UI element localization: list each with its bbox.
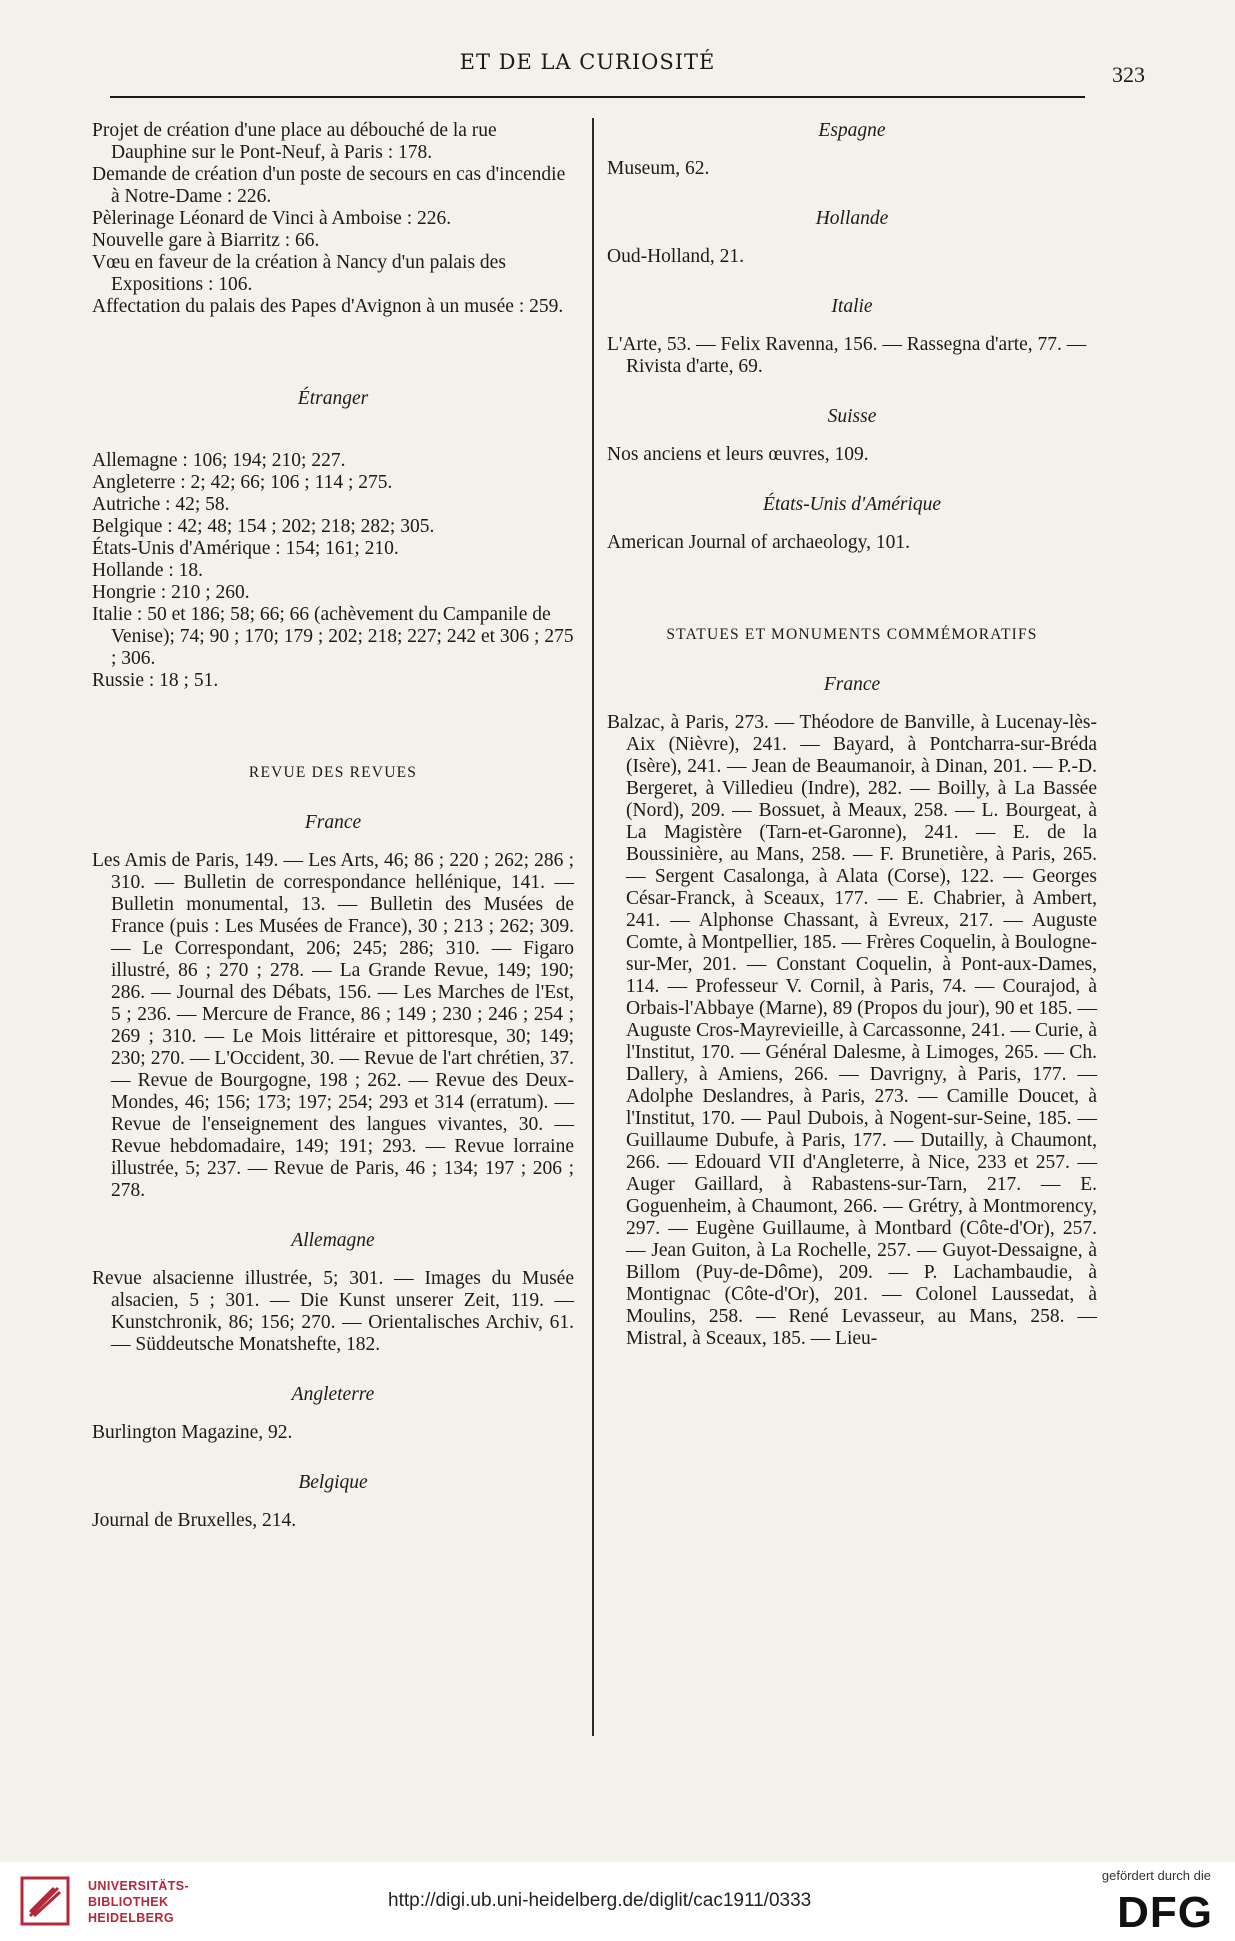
subheading-angleterre: Angleterre [291, 1384, 375, 1405]
index-entry: États-Unis d'Amérique : 154; 161; 210. [92, 538, 399, 559]
subheading-etats-unis: États-Unis d'Amérique [762, 494, 942, 515]
index-entry: Projet de création d'une place au débouché de la rue Dauphine sur le Pont-Neuf, à Paris : 178. [92, 120, 497, 163]
viewer-footer [0, 1862, 1235, 1941]
index-entry: Allemagne : 106; 194; 210; 227. [92, 450, 346, 471]
index-entry: Hollande : 18. [92, 560, 204, 581]
subheading-italie: Italie [831, 296, 873, 317]
section-heading-etranger: Étranger [297, 388, 369, 409]
revue-angleterre-text: Burlington Magazine, 92. [92, 1422, 293, 1443]
dfg-logo: DFG [1117, 1888, 1213, 1937]
permalink-url[interactable]: http://digi.ub.uni-heidelberg.de/diglit/cac1911/0333 [388, 1890, 812, 1911]
index-entry: Italie : 50 et 186; 58; 66; 66 (achèvement du Campanile de Venise); 74; 90 ; 170; 179 ; 202; 218; 227; 242 et 306 ; 275 ; 306. [92, 604, 574, 669]
index-entry: Demande de création d'un poste de secours en cas d'incendie à Notre-Dame : 226. [92, 164, 566, 207]
subheading-belgique: Belgique [298, 1472, 368, 1493]
subheading-france: France [304, 812, 362, 833]
index-entry: Vœu en faveur de la création à Nancy d'un palais des Expositions : 106. [92, 252, 506, 295]
university-library-logo-icon [20, 1876, 70, 1926]
right-column [607, 120, 1097, 1350]
revue-italie-text: L'Arte, 53. — Felix Ravenna, 156. — Rassegna d'arte, 77. — Rivista d'arte, 69. [607, 334, 1087, 377]
subheading-suisse: Suisse [827, 406, 877, 427]
running-title: ET DE LA CURIOSITÉ [459, 50, 716, 74]
subheading-allemagne: Allemagne [291, 1230, 375, 1251]
statues-france-text: Balzac, à Paris, 273. — Théodore de Banville, à Lucenay-lès-Aix (Nièvre), 241. — Bayard, à Pontcharra-sur-Bréda (Isère), 241. — Jean de Beaumanoir, à Dinan, 201. — P.-D. Bergeret, à Villedieu (Indre), 282. — Boilly, à La Bassée (Nord), 209. — Bossuet, à Meaux, 258. — L. Bourgeat, à La Magistère (Tarn-et-Garonne), 241. — E. de la Boussinière, au Mans, 258. — F. Brunetière, à Paris, 265. — Sergent Casalonga, à Alata (Corse), 122. — Georges César-Franck, à Sceaux, 177. — E. Chabrier, à Ambert, 241. — Alphonse Chassant, à Evreux, 217. — Auguste Comte, à Montpellier, 185. — Frères Coquelin, à Boulogne-sur-Mer, 201. — Constant Coquelin, à Pont-aux-Dames, 114. — Professeur V. Cornil, à Paris, 74. — Courajod, à Orbais-l'Abbaye (Marne), 89 (Propos du jour), 90 et 185. — Auguste Cros-Mayrevieille, à Carcassonne, 241. — Curie, à l'Institut, 170. — Général Dalesme, à Limoges, 265. — Ch. Dallery, à Amiens, 266. — Davrigny, à Paris, 177. — Adolphe Deslandres, à Paris, 273. — Camille Doucet, à l'Institut, 170. — Paul Dubois, à Nogent-sur-Seine, 185. — Guillaume Dubufe, à Paris, 177. — Dutailly, à Chaumont, 266. — Edouard VII d'Angleterre, à Nice, 233 et 257. — Auger Gaillard, à Rabastens-sur-Tarn, 217. — E. Goguenheim, à Chaumont, 266. — Grétry, à Montmorency, 297. — Eugène Guillaume, à Montbard (Côte-d'Or), 257. — Jean Guiton, à La Rochelle, 257. — Guyot-Dessaigne, à Billom (Puy-de-Dôme), 209. — P. Lachambaudie, à Montignac (Côte-d'Or), 201. — Colonel Laussedat, à Moulins, 258. — René Levasseur, au Mans, 258. — Mistral, à Sceaux, 185. — Lieu- [607, 712, 1097, 1349]
revue-hollande-text: Oud-Holland, 21. [607, 246, 745, 267]
institution-line: UNIVERSITÄTS- [88, 1879, 190, 1893]
index-entry: Pèlerinage Léonard de Vinci à Amboise : 226. [92, 208, 452, 229]
institution-line: HEIDELBERG [88, 1911, 174, 1925]
index-entry: Angleterre : 2; 42; 66; 106 ; 114 ; 275. [92, 472, 393, 493]
running-header [90, 50, 1145, 90]
section-heading-statues: STATUES ET MONUMENTS COMMÉMORATIFS [666, 626, 1038, 643]
funded-by-label: gefördert durch die [1101, 1868, 1211, 1883]
column-divider [592, 118, 594, 1736]
section-heading-revue-des-revues: REVUE DES REVUES [248, 764, 418, 781]
left-column [92, 120, 574, 1532]
institution-name [88, 1878, 189, 1926]
index-entry: Hongrie : 210 ; 260. [92, 582, 250, 603]
revue-espagne-text: Museum, 62. [607, 158, 710, 179]
etranger-entries [92, 450, 574, 692]
page-number: 323 [1112, 62, 1145, 87]
institution-line: BIBLIOTHEK [88, 1895, 169, 1909]
index-entry: Affectation du palais des Papes d'Avignon à un musée : 259. [92, 296, 564, 317]
revue-allemagne-text: Revue alsacienne illustrée, 5; 301. — Images du Musée alsacien, 5 ; 301. — Die Kunst unserer Zeit, 119. — Kunstchronik, 86; 156; 270. — Orientalisches Archiv, 61. — Süddeutsche Monatshefte, 182. [92, 1268, 574, 1355]
subheading-espagne: Espagne [818, 120, 886, 141]
index-entry: Nouvelle gare à Biarritz : 66. [92, 230, 320, 251]
subheading-france-statues: France [823, 674, 881, 695]
revue-belgique-text: Journal de Bruxelles, 214. [92, 1510, 297, 1531]
subheading-hollande: Hollande [815, 208, 889, 229]
index-entry: Belgique : 42; 48; 154 ; 202; 218; 282; 305. [92, 516, 435, 537]
revue-france-text: Les Amis de Paris, 149. — Les Arts, 46; 86 ; 220 ; 262; 286 ; 310. — Bulletin de correspondance hellénique, 141. — Bulletin monumental, 13. — Bulletin des Musées de France (puis : Les Musées de France), 30 ; 213 ; 262; 309. — Le Correspondant, 206; 245; 286; 310. — Figaro illustré, 86 ; 270 ; 278. — La Grande Revue, 149; 190; 286. — Journal des Débats, 156. — Les Marches de l'Est, 5 ; 236. — Mercure de France, 86 ; 149 ; 230 ; 246 ; 254 ; 269 ; 310. — Le Mois littéraire et pittoresque, 30; 149; 230; 270. — L'Occident, 30. — Revue de l'art chrétien, 37. — Revue de Bourgogne, 198 ; 262. — Revue des Deux-Mondes, 46; 156; 173; 197; 254; 293 et 314 (erratum). — Revue de l'enseignement des langues vivantes, 30. — Revue hebdomadaire, 149; 191; 293. — Revue lorraine illustrée, 5; 237. — Revue de Paris, 46 ; 134; 197 ; 206 ; 278. [92, 850, 574, 1201]
index-entry: Russie : 18 ; 51. [92, 670, 219, 691]
intro-entries [92, 120, 574, 318]
revue-etats-unis-text: American Journal of archaeology, 101. [607, 532, 911, 553]
header-rule [110, 96, 1085, 98]
revue-suisse-text: Nos anciens et leurs œuvres, 109. [607, 444, 869, 465]
index-entry: Autriche : 42; 58. [92, 494, 230, 515]
